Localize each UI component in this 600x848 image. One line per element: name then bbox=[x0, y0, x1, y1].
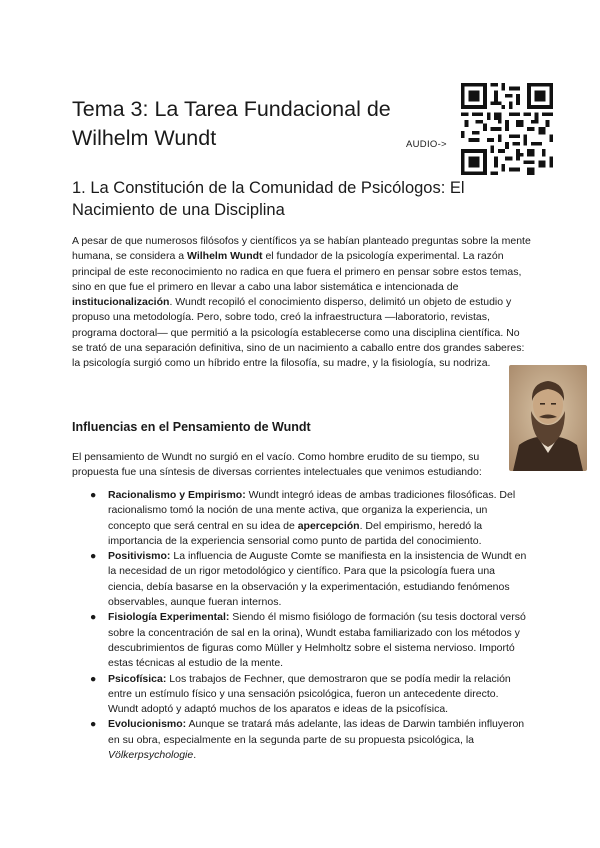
section-heading: 1. La Constitución de la Comunidad de Psicólogos: El Nacimiento de una Disciplina bbox=[72, 179, 465, 219]
bullet-icon: ● bbox=[90, 672, 97, 685]
bullet-icon: ● bbox=[90, 611, 97, 624]
list-item: ● Fisiología Experimental: Siendo él mismo fisiólogo de formación (su tesis doctoral versó sobre la concentración de sal en la orina), Wundt estaba familiarizado con los métodos y descubrimientos de figuras como Müller y Helmholtz sobre el sistema nervioso. Importó estas técnicas al estudio de la mente. bbox=[90, 611, 526, 670]
list-item: ● Positivismo: La influencia de Auguste Comte se manifiesta en la insistencia de Wundt en la necesidad de un rigor metodológico y científico. Para que la psicología fuera una ciencia, debía basarse en la observación y la experimentación, estudiando fenómenos observables, aunque fueran internos. bbox=[90, 550, 527, 609]
wundt-portrait bbox=[509, 365, 587, 471]
bullet-icon: ● bbox=[90, 718, 97, 731]
bullet-icon: ● bbox=[90, 550, 97, 563]
influences-list bbox=[90, 488, 530, 763]
title-line-2: Wilhelm Wundt bbox=[72, 126, 217, 150]
qr-code-icon[interactable] bbox=[461, 83, 553, 175]
list-item: ● Psicofísica: Los trabajos de Fechner, que demostraron que se podía medir la relación entre un estímulo físico y una sensación psicológica, fueron un antecedente directo. Wundt adoptó y adaptó muchos de los aparatos e ideas de la psicofísica. bbox=[90, 672, 511, 716]
bold-name: Wilhelm Wundt bbox=[187, 250, 263, 263]
influences-lead: El pensamiento de Wundt no surgió en el vacío. Como hombre erudito de su tiempo, su propuesta fue una síntesis de diversas corrientes intelectuales que venimos estudiando: bbox=[72, 451, 482, 479]
bold-term: institucionalización bbox=[72, 296, 170, 309]
title-line-1: Tema 3: La Tarea Fundacional de bbox=[72, 97, 391, 121]
intro-paragraph: A pesar de que numerosos filósofos y científicos ya se habían planteado preguntas sobre la mente humana, se considera a Wilhelm Wundt el fundador de la psicología experimental. La razón principal de este reconocimiento no radica en que fuera el primero en pensar sobre estos temas, sino en que fue el primero en llevar a cabo una labor sistemática e intencionada de institucionalización. Wundt recopiló el conocimiento disperso, delimitó un objeto de estudio y propuso una metodología. Pero, sobre todo, creó la infraestructura —laboratorio, revistas, programa doctoral— que permitió a la psicología establecerse como una disciplina científica. No se trató de una separación definitiva, sino de un nacimiento a caballo entre dos grandes saberes: la psicología surgió como un híbrido entre la filosofía, su madre, y la fisiología, su nodriza. bbox=[72, 235, 531, 370]
bullet-icon: ● bbox=[90, 489, 97, 501]
list-item: ● Racionalismo y Empirismo: Wundt integró ideas de ambas tradiciones filosóficas. Del racionalismo tomó la noción de una mente activa, que organiza la experiencia, un concepto que será central en su idea de apercepción. Del empirismo, heredó la importancia de la experiencia sensorial como punto de partida del conocimiento. bbox=[90, 489, 516, 547]
audio-label: AUDIO-> bbox=[406, 139, 447, 150]
list-item: ● Evolucionismo: Aunque se tratará más adelante, las ideas de Darwin también influyeron en su obra, especialmente en la segunda parte de su propuesta psicológica, la Völkerpsychologie. bbox=[90, 718, 525, 762]
page-title bbox=[72, 95, 402, 153]
influences-heading: Influencias en el Pensamiento de Wundt bbox=[72, 420, 311, 434]
